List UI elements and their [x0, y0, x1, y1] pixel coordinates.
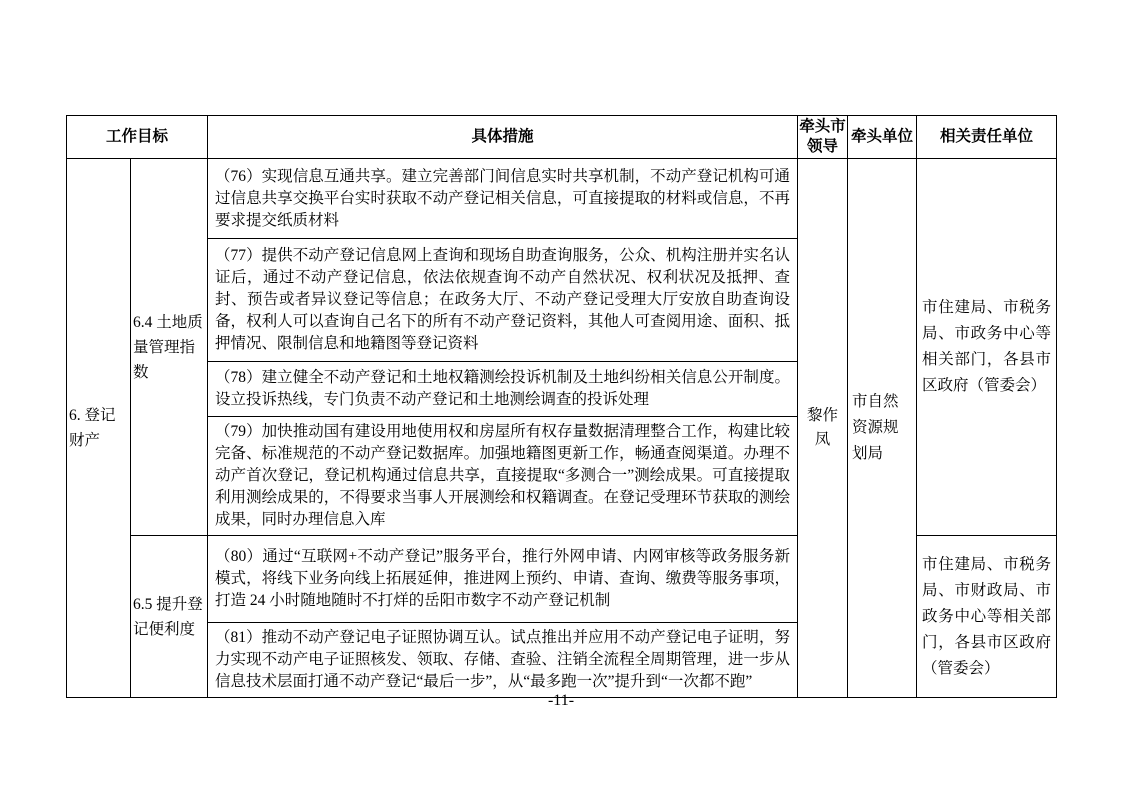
measure-77-cell: （77）提供不动产登记信息网上查询和现场自助查询服务，公众、机构注册并实名认证后，通过不动产登记信息，依法依规查询不动产自然状况、权利状况及抵押、查封、预告或者异议登记等信息；在政务大厅、不动产登记受理大厅安放自助查询设备，权利人可以查询自己名下的所有不动产登记资料，其他人可查阅用途、面积、抵押情况、限制信息和地籍图等登记资料 — [208, 239, 798, 362]
table-header-row — [67, 116, 1057, 159]
work-goal-cell: 6. 登记财产 — [67, 159, 131, 698]
work-plan-table — [66, 115, 1057, 698]
table-row-measure-76 — [67, 159, 1057, 239]
responsible-units-6-5-cell: 市住建局、市税务局、市财政局、市政务中心等相关部门，各县市区政府（管委会） — [917, 536, 1057, 698]
header-responsible-units: 相关责任单位 — [917, 116, 1057, 159]
measure-76-cell: （76）实现信息互通共享。建立完善部门间信息实时共享机制，不动产登记机构可通过信息共享交换平台实时获取不动产登记相关信息，可直接提取的材料或信息，不再要求提交纸质材料 — [208, 159, 798, 239]
measure-80-cell: （80）通过“互联网+不动产登记”服务平台，推行外网申请、内网审核等政务服务新模式，将线下业务向线上拓展延伸，推进网上预约、申请、查询、缴费等服务事项，打造 24 小时随地随时不打烊的岳阳市数字不动产登记机制 — [208, 536, 798, 623]
header-lead-leader: 牵头市领导 — [798, 116, 848, 159]
sub-goal-6-5-cell: 6.5 提升登记便利度 — [131, 536, 208, 698]
header-work-goal: 工作目标 — [67, 116, 208, 159]
header-lead-unit: 牵头单位 — [848, 116, 917, 159]
lead-leader-cell: 黎作凤 — [798, 159, 848, 698]
responsible-units-6-4-cell: 市住建局、市税务局、市政务中心等相关部门，各县市区政府（管委会） — [917, 159, 1057, 536]
sub-goal-6-4-cell: 6.4 土地质量管理指数 — [131, 159, 208, 536]
measure-79-cell: （79）加快推动国有建设用地使用权和房屋所有权存量数据清理整合工作，构建比较完备、标准规范的不动产登记数据库。加强地籍图更新工作，畅通查阅渠道。办理不动产首次登记，登记机构通过信息共享，直接提取“多测合一”测绘成果。可直接提取利用测绘成果的，不得要求当事人开展测绘和权籍调查。在登记受理环节获取的测绘成果，同时办理信息入库 — [208, 417, 798, 536]
measure-78-cell: （78）建立健全不动产登记和土地权籍测绘投诉机制及土地纠纷相关信息公开制度。设立投诉热线，专门负责不动产登记和土地测绘调查的投诉处理 — [208, 362, 798, 417]
measure-81-cell: （81）推动不动产登记电子证照协调互认。试点推出并应用不动产登记电子证明，努力实现不动产电子证照核发、领取、存储、查验、注销全流程全周期管理，进一步从信息技术层面打通不动产登记“最后一步”，从“最多跑一次”提升到“一次都不跑” — [208, 623, 798, 698]
lead-unit-cell: 市自然资源规划局 — [848, 159, 917, 698]
page-number: -11- — [547, 692, 575, 709]
header-measures: 具体措施 — [208, 116, 798, 159]
